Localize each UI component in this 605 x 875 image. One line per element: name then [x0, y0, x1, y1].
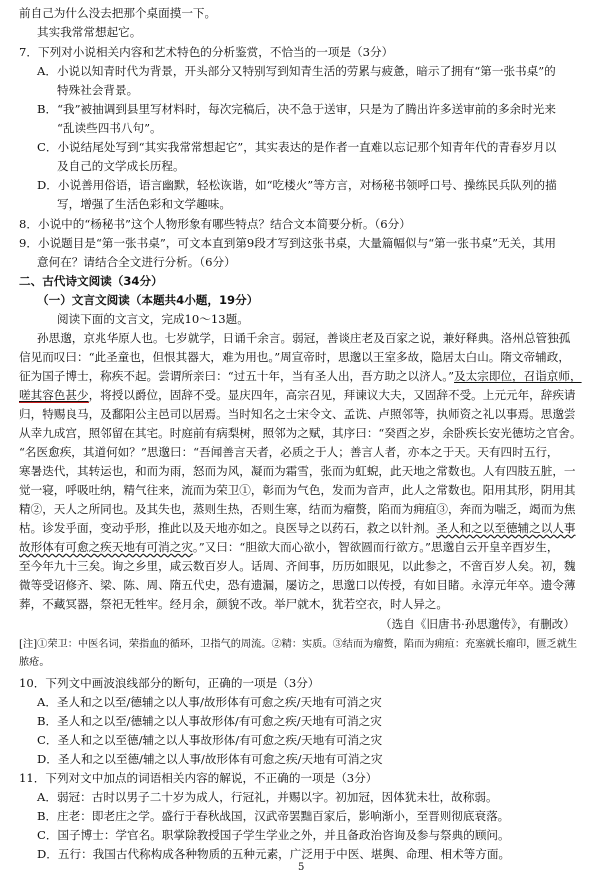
q11-option-b: B．庄老：即老庄之学。盛行于春秋战国，汉武帝罢黜百家后，影响渐小，至晋则彻底衰落。 — [37, 809, 510, 823]
notes-line2: 脓疮。 — [19, 657, 50, 668]
passage-text: 。”又曰：“胆欲大而心欲小，智欲圆而行欲方。”思邈自云开皇辛酉岁生， — [192, 540, 559, 554]
passage-line: 微等受诏修齐、梁、陈、周、隋五代史，恐有遗漏，屡访之，思邈口以传授，有如目睹。永淳元年卒。遗令薄 — [19, 578, 576, 592]
passage-underlined-text: 嗟其容色甚少 — [19, 388, 89, 402]
passage-line: 归，特赐良马，及鄱阳公主邑司以居焉。当时知名之士宋令文、孟诜、卢照邻等，执师资之礼以事焉。思邈尝 — [19, 407, 576, 421]
page-number: 5 — [298, 862, 305, 873]
q11-option-d: D．五行：我国古代称构成各种物质的五种元素，广泛用于中医、堪舆、命理、相术等方面。 — [37, 847, 511, 861]
passage-line — [19, 369, 582, 384]
passage-line: 从幸九成宫，照邻留在其宅。时庭前有病梨树，照邻为之赋，其序曰：“癸酉之岁，余卧疾长安光德坊之官舍。 — [19, 426, 582, 440]
notes-line1: [注]①荣卫：中医名词，荣指血的循环，卫指气的周流。②精：实质。③结而为瘤赘，陷而为痈疽：充塞就长瘤印，匮乏就生 — [19, 639, 578, 650]
passage-line: “名医愈疾，其道何如？”思邈曰：“吾闻善言天者，必质之于人；善言人者，亦本之于天。天有四时五行， — [19, 445, 559, 459]
passage-text: 枯。诊发乎面，变动乎形，推此以及天地亦如之。良医导之以药石，救之以针剂。 — [19, 521, 437, 535]
q7-option-a-line2: 特殊社会背景。 — [57, 83, 139, 97]
passage-text: ，将授以爵位，固辞不受。显庆四年，高宗召见，拜谏议大夫，又固辞不受。上元元年，辞疾请 — [88, 388, 576, 402]
q8-stem: 8．小说中的“杨秘书”这个人物形象有哪些特点？结合文本简要分析。（6分） — [19, 217, 411, 231]
wavy-underlined-text: 圣人和之以至德辅之以人事 — [436, 521, 576, 535]
passage-source: （选自《旧唐书·孙思邈传》，有删改） — [380, 617, 575, 631]
q11-stem: 11．下列对文中加点的词语相关内容的解说，不正确的一项是（3分） — [19, 771, 378, 785]
q11-option-c: C．国子博士：学官名。职掌除教授国子学生学业之外，并且备政治咨询及参与祭典的顾问。 — [37, 828, 510, 842]
q10-option-a: A．圣人和之以至/德辅之以人事/故形体有可愈之疾/天地有可消之灾 — [37, 695, 382, 709]
q9-stem-line2: 意何在？请结合全文进行分析。（6分） — [37, 255, 236, 269]
q7-option-b-line1: B．“我”被抽调到县里写材料时，每次完稿后，决不急于送审，只是为了腾出许多送审前的多余时光来 — [37, 102, 556, 116]
q7-stem: 7．下列对小说相关内容和艺术特色的分析鉴赏，不恰当的一项是（3分） — [19, 45, 394, 59]
q7-option-c-line2: 及自己的文学成长历程。 — [57, 159, 185, 173]
passage-underlined-text: 及太宗即位，召诣京师， — [454, 369, 582, 383]
passage-line: 信见而叹曰：“此圣童也，但恨其器大，难为用也。”周宣帝时，思邈以王室多故，隐居太白山。隋文帝辅政， — [19, 350, 570, 364]
passage-text: 征为国子博士，称疾不起。尝谓所亲曰：“过五十年，当有圣人出，吾方助之以济人。” — [19, 369, 455, 383]
passage-line: 精②，天人之所同也。及其失也，蒸则生热，否则生寒，结而为瘤赘，陷而为痈疽③，奔而为喘乏，竭而为焦 — [19, 502, 576, 516]
passage-line: 葬，不藏冥器，祭祀无牲牢。经月余，颜貌不改。举尸就木，犹若空衣，时人异之。 — [19, 597, 448, 611]
passage-line: 至今年九十三矣。询之乡里，咸云数百岁人。话周、齐间事，历历如眼见，以此参之，不啻百岁人矣。初，魏 — [19, 559, 576, 573]
q11-option-a: A．弱冠：古时以男子二十岁为成人，行冠礼，并赐以字。初加冠，因体犹未壮，故称弱。 — [37, 790, 498, 804]
q7-option-c-line1: C．小说结尾处写到“其实我常常想起它”，其实表达的是作者一直难以忘记那个知青年代的青春岁月以 — [37, 140, 557, 154]
q7-option-d-line2: 写，增强了生活色彩和文学趣味。 — [57, 197, 231, 211]
passage-line: 觉一寝，呼吸吐纳，精气往来，流而为荣卫①，彰而为气色，发而为音声，此人之常数也。阳用其形，阴用其 — [19, 483, 576, 497]
q10-option-d: D．圣人和之以至德/辅之以人事/故形体有可愈之疾/天地有可消之灾 — [37, 752, 383, 766]
q7-option-b-line2: “乱读些四书八句”。 — [57, 121, 162, 135]
passage-line: 寒暑迭代，其转运也，和而为雨，怒而为风，凝而为霜雪，张而为虹蜺，此天地之常数也。人有四肢五脏，一 — [19, 464, 576, 478]
wavy-underlined-text: 故形体有可愈之疾天地有可消之灾 — [19, 540, 193, 554]
passage-line: 孙思邈，京兆华原人也。七岁就学，日诵千余言。弱冠，善谈庄老及百家之说，兼好释典。洛州总管独孤 — [37, 331, 571, 345]
q10-stem: 10．下列文中画波浪线部分的断句，正确的一项是（3分） — [19, 676, 320, 690]
story-end-line1: 前自己为什么没去把那个桌面摸一下。 — [19, 6, 217, 20]
q9-stem-line1: 9．小说题目是“第一张书桌”，可文本直到第9段才写到这张书桌，大量篇幅似与“第一张书桌”无关，其用 — [19, 236, 556, 250]
sub1-instruction: 阅读下面的文言文，完成10～13题。 — [57, 312, 249, 326]
q7-option-d-line1: D．小说善用俗语，语言幽默，轻松诙谐，如“吃楼火”等方言，对杨秘书领呼口号、操练民兵队列的描 — [37, 178, 557, 192]
q10-option-b: B．圣人和之以至/德辅之以人事故形体/有可愈之疾/天地有可消之灾 — [37, 714, 382, 728]
passage-line — [19, 521, 576, 536]
section2-title: 二、古代诗文阅读（34分） — [19, 274, 163, 288]
q7-option-a-line1: A．小说以知青时代为背景，开头部分又特别写到知青生活的劳累与疲惫，暗示了拥有“第一张书桌”的 — [37, 64, 556, 78]
passage-line — [19, 388, 576, 403]
sub1-title: （一）文言文阅读（本题共4小题，19分） — [37, 293, 259, 307]
q10-option-c: C．圣人和之以至德/辅之以人事故形体/有可愈之疾/天地有可消之灾 — [37, 733, 383, 747]
passage-line — [19, 540, 559, 555]
story-end-line2: 其实我常常想起它。 — [37, 25, 142, 39]
